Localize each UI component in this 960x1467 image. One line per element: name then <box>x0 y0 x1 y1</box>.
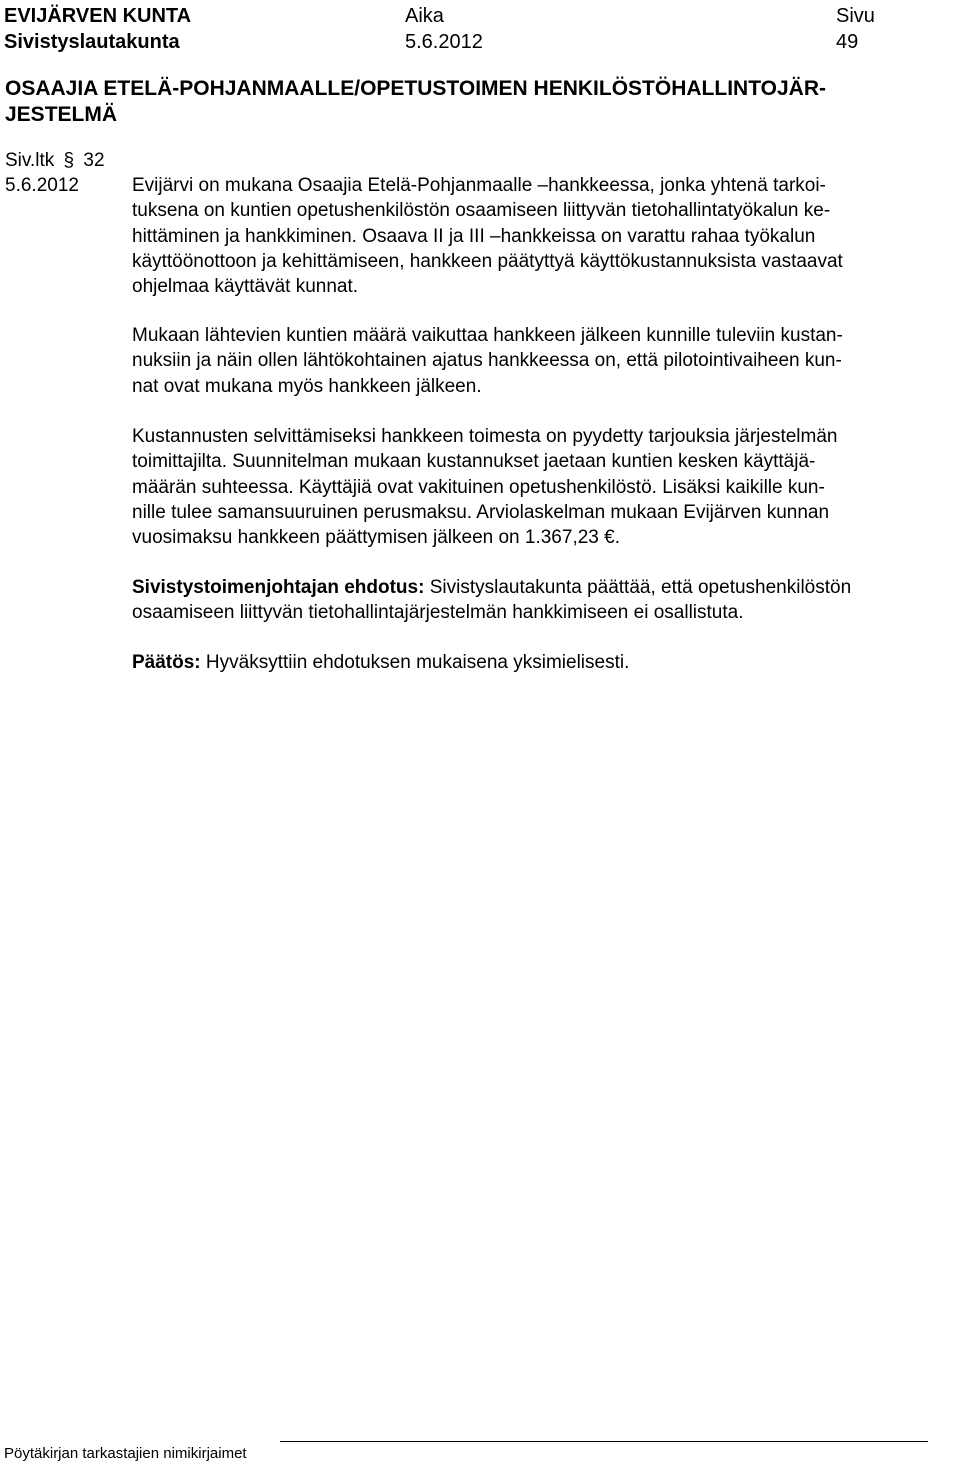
paragraph-line: nille tulee samansuuruinen perusmaksu. Arviolaskelman mukaan Evijärven kunnan <box>132 501 830 523</box>
paragraph-line: nuksiin ja näin ollen lähtökohtainen ajatus hankkeessa on, että pilotointivaiheen kun- <box>132 350 842 372</box>
paragraph-symbol-icon: § <box>63 150 75 171</box>
proposal-text: Sivistyslautakunta päättää, että opetushenkilöstön <box>424 577 852 598</box>
paragraph-line: käyttöönottoon ja kehittämiseen, hankkeen päätyttyä käyttökustannuksista vastaavat <box>132 250 843 272</box>
paragraph-line: tuksena on kuntien opetushenkilöstön osaamiseen liittyvän tietohallintatyökalun ke- <box>132 200 831 222</box>
section-ref <box>5 150 105 172</box>
paragraph-line: Evijärvi on mukana Osaajia Etelä-Pohjanmaalle –hankkeessa, jonka yhtenä tarkoi- <box>132 175 826 196</box>
page-number: 49 <box>836 31 859 53</box>
org-name: EVIJÄRVEN KUNTA <box>4 5 192 27</box>
section-number: 32 <box>83 150 105 171</box>
proposal-line-2: osaamiseen liittyvän tietohallintajärjestelmän hankkimiseen ei osallistuta. <box>132 602 744 624</box>
paragraph-3 <box>132 424 837 550</box>
proposal <box>132 575 851 626</box>
paragraph-2 <box>132 323 843 399</box>
page-label: Sivu <box>836 5 875 27</box>
paragraph-line: määrän suhteessa. Käyttäjiä ovat vakituinen opetushenkilöstö. Lisäksi kaikille kun- <box>132 476 825 498</box>
proposal-label: Sivistystoimenjohtajan ehdotus: <box>132 577 425 598</box>
paragraph-line: nat ovat mukana myös hankkeen jälkeen. <box>132 375 482 397</box>
paragraph-line: Kustannusten selvittämiseksi hankkeen toimesta on pyydetty tarjouksia järjestelmän <box>132 426 838 447</box>
paragraph-line: vuosimaksu hankkeen päättymisen jälkeen on 1.367,23 €. <box>132 527 620 549</box>
decision-label: Päätös: <box>132 652 201 673</box>
decision <box>132 650 629 675</box>
decision-line <box>132 650 629 675</box>
date-label: Aika <box>405 5 444 27</box>
title-line-2: JESTELMÄ <box>5 103 118 126</box>
paragraph-line: ohjelmaa käyttävät kunnat. <box>132 276 359 298</box>
paragraph-line: hittäminen ja hankkiminen. Osaava II ja III –hankkeissa on varattu rahaa työkalun <box>132 225 816 247</box>
signature-line <box>280 1441 928 1442</box>
proposal-line-1 <box>132 575 851 600</box>
decision-text: Hyväksyttiin ehdotuksen mukaisena yksimielisesti. <box>200 652 630 673</box>
board-name: Sivistyslautakunta <box>4 31 180 53</box>
footer-initials-label: Pöytäkirjan tarkastajien nimikirjaimet <box>4 1445 247 1462</box>
meeting-date: 5.6.2012 <box>405 31 483 53</box>
paragraph-1 <box>132 173 843 299</box>
paragraph-line: Mukaan lähtevien kuntien määrä vaikuttaa hankkeen jälkeen kunnille tuleviin kustan- <box>132 325 843 346</box>
paragraph-line: toimittajilta. Suunnitelman mukaan kustannukset jaetaan kuntien kesken käyttäjä- <box>132 451 816 473</box>
page-title <box>5 76 826 128</box>
section-date: 5.6.2012 <box>5 175 79 196</box>
title-line-1: OSAAJIA ETELÄ-POHJANMAALLE/OPETUSTOIMEN HENKILÖSTÖHALLINTOJÄR- <box>5 77 826 100</box>
section-ref-label: Siv.ltk <box>5 150 55 171</box>
